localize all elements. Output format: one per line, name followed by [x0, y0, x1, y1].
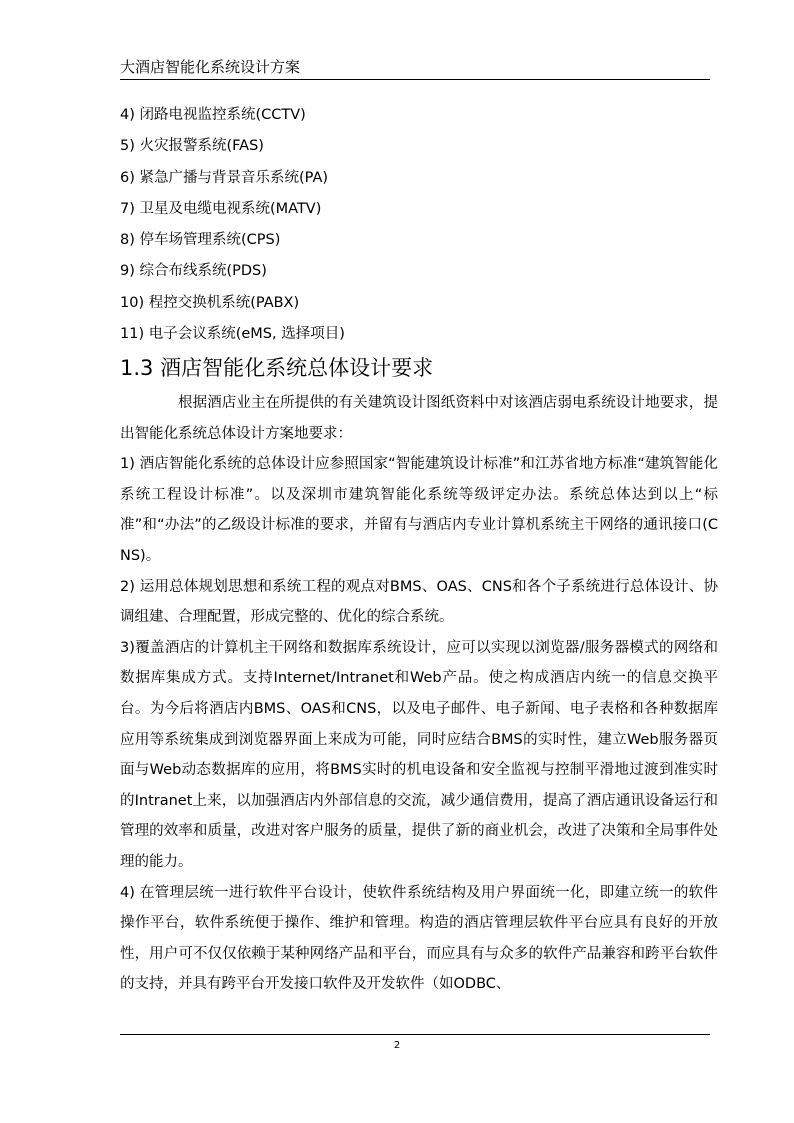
list-item: 4) 闭路电视监控系统(CCTV) — [120, 107, 306, 123]
list-item: 7) 卫星及电缆电视系统(MATV) — [120, 200, 322, 217]
header-rule — [120, 79, 710, 80]
page-number: 2 — [393, 1040, 401, 1051]
list-item: 8) 停车场管理系统(CPS) — [120, 232, 281, 249]
paragraph-intro: 根据酒店业主在所提供的有关建筑设计图纸资料中对该酒店弱电系统设计地要求，提出智能化系统总体设计方案地要求： — [120, 395, 718, 442]
paragraph-4: 4) 在管理层统一进行软件平台设计，使软件系统结构及用户界面统一化，即建立统一的软件操作平台，软件系统便于操作、维护和管理。构造的酒店管理层软件平台应具有良好的开放性，用户可不仅仅依赖于某种网络产品和平台，而应具有与众多的软件产品兼容和跨平台软件的支持，并具有跨平台开发接口软件及开发软件（如ODBC、 — [120, 884, 718, 993]
list-item: 5) 火灾报警系统(FAS) — [120, 138, 264, 155]
paragraph-2: 2) 运用总体规划思想和系统工程的观点对BMS、OAS、CNS和各个子系统进行总体设计、协调组建、合理配置，形成完整的、优化的综合系统。 — [120, 578, 718, 626]
list-item: 6) 紧急广播与背景音乐系统(PA) — [120, 169, 329, 186]
body-text — [120, 388, 718, 1000]
footer-rule — [120, 1034, 710, 1035]
list-item: 9) 综合布线系统(PDS) — [120, 263, 267, 280]
list-item: 10) 程控交换机系统(PABX) — [120, 294, 300, 311]
list-item: 11) 电子会议系统(eMS, 选择项目) — [120, 326, 345, 343]
section-heading: 1.3 酒店智能化系统总体设计要求 — [120, 356, 434, 380]
paragraph-3: 3)覆盖酒店的计算机主干网络和数据库系统设计，应可以实现以浏览器/服务器模式的网络和数据库集成方式。支持Internet/Intranet和Web产品。使之构成酒店内统一的信息交换平台。为今后将酒店内BMS、OAS和CNS，以及电子邮件、电子新闻、电子表格和各种数据库应用等系统集成到浏览器界面上来成为可能，同时应结合BMS的实时性，建立Web服务器页面与Web动态数据库的应用，将BMS实时的机电设备和安全监视与控制平滑地过渡到准实时的Intranet上来，以加强酒店内外部信息的交流，减少通信费用，提高了酒店通讯设备运行和管理的效率和质量，改进对客户服务的质量，提供了新的商业机会，改进了决策和全局事件处理的能力。 — [120, 639, 718, 870]
paragraph-1: 1) 酒店智能化系统的总体设计应参照国家“智能建筑设计标准”和江苏省地方标准“建筑智能化系统工程设计标准”。以及深圳市建筑智能化系统等级评定办法。系统总体达到以上“标准”和“办法”的乙级设计标准的要求，并留有与酒店内专业计算机系统主干网络的通讯接口(CNS)。 — [120, 456, 718, 564]
system-list — [120, 100, 720, 350]
page-header-title: 大酒店智能化系统设计方案 — [120, 58, 301, 76]
